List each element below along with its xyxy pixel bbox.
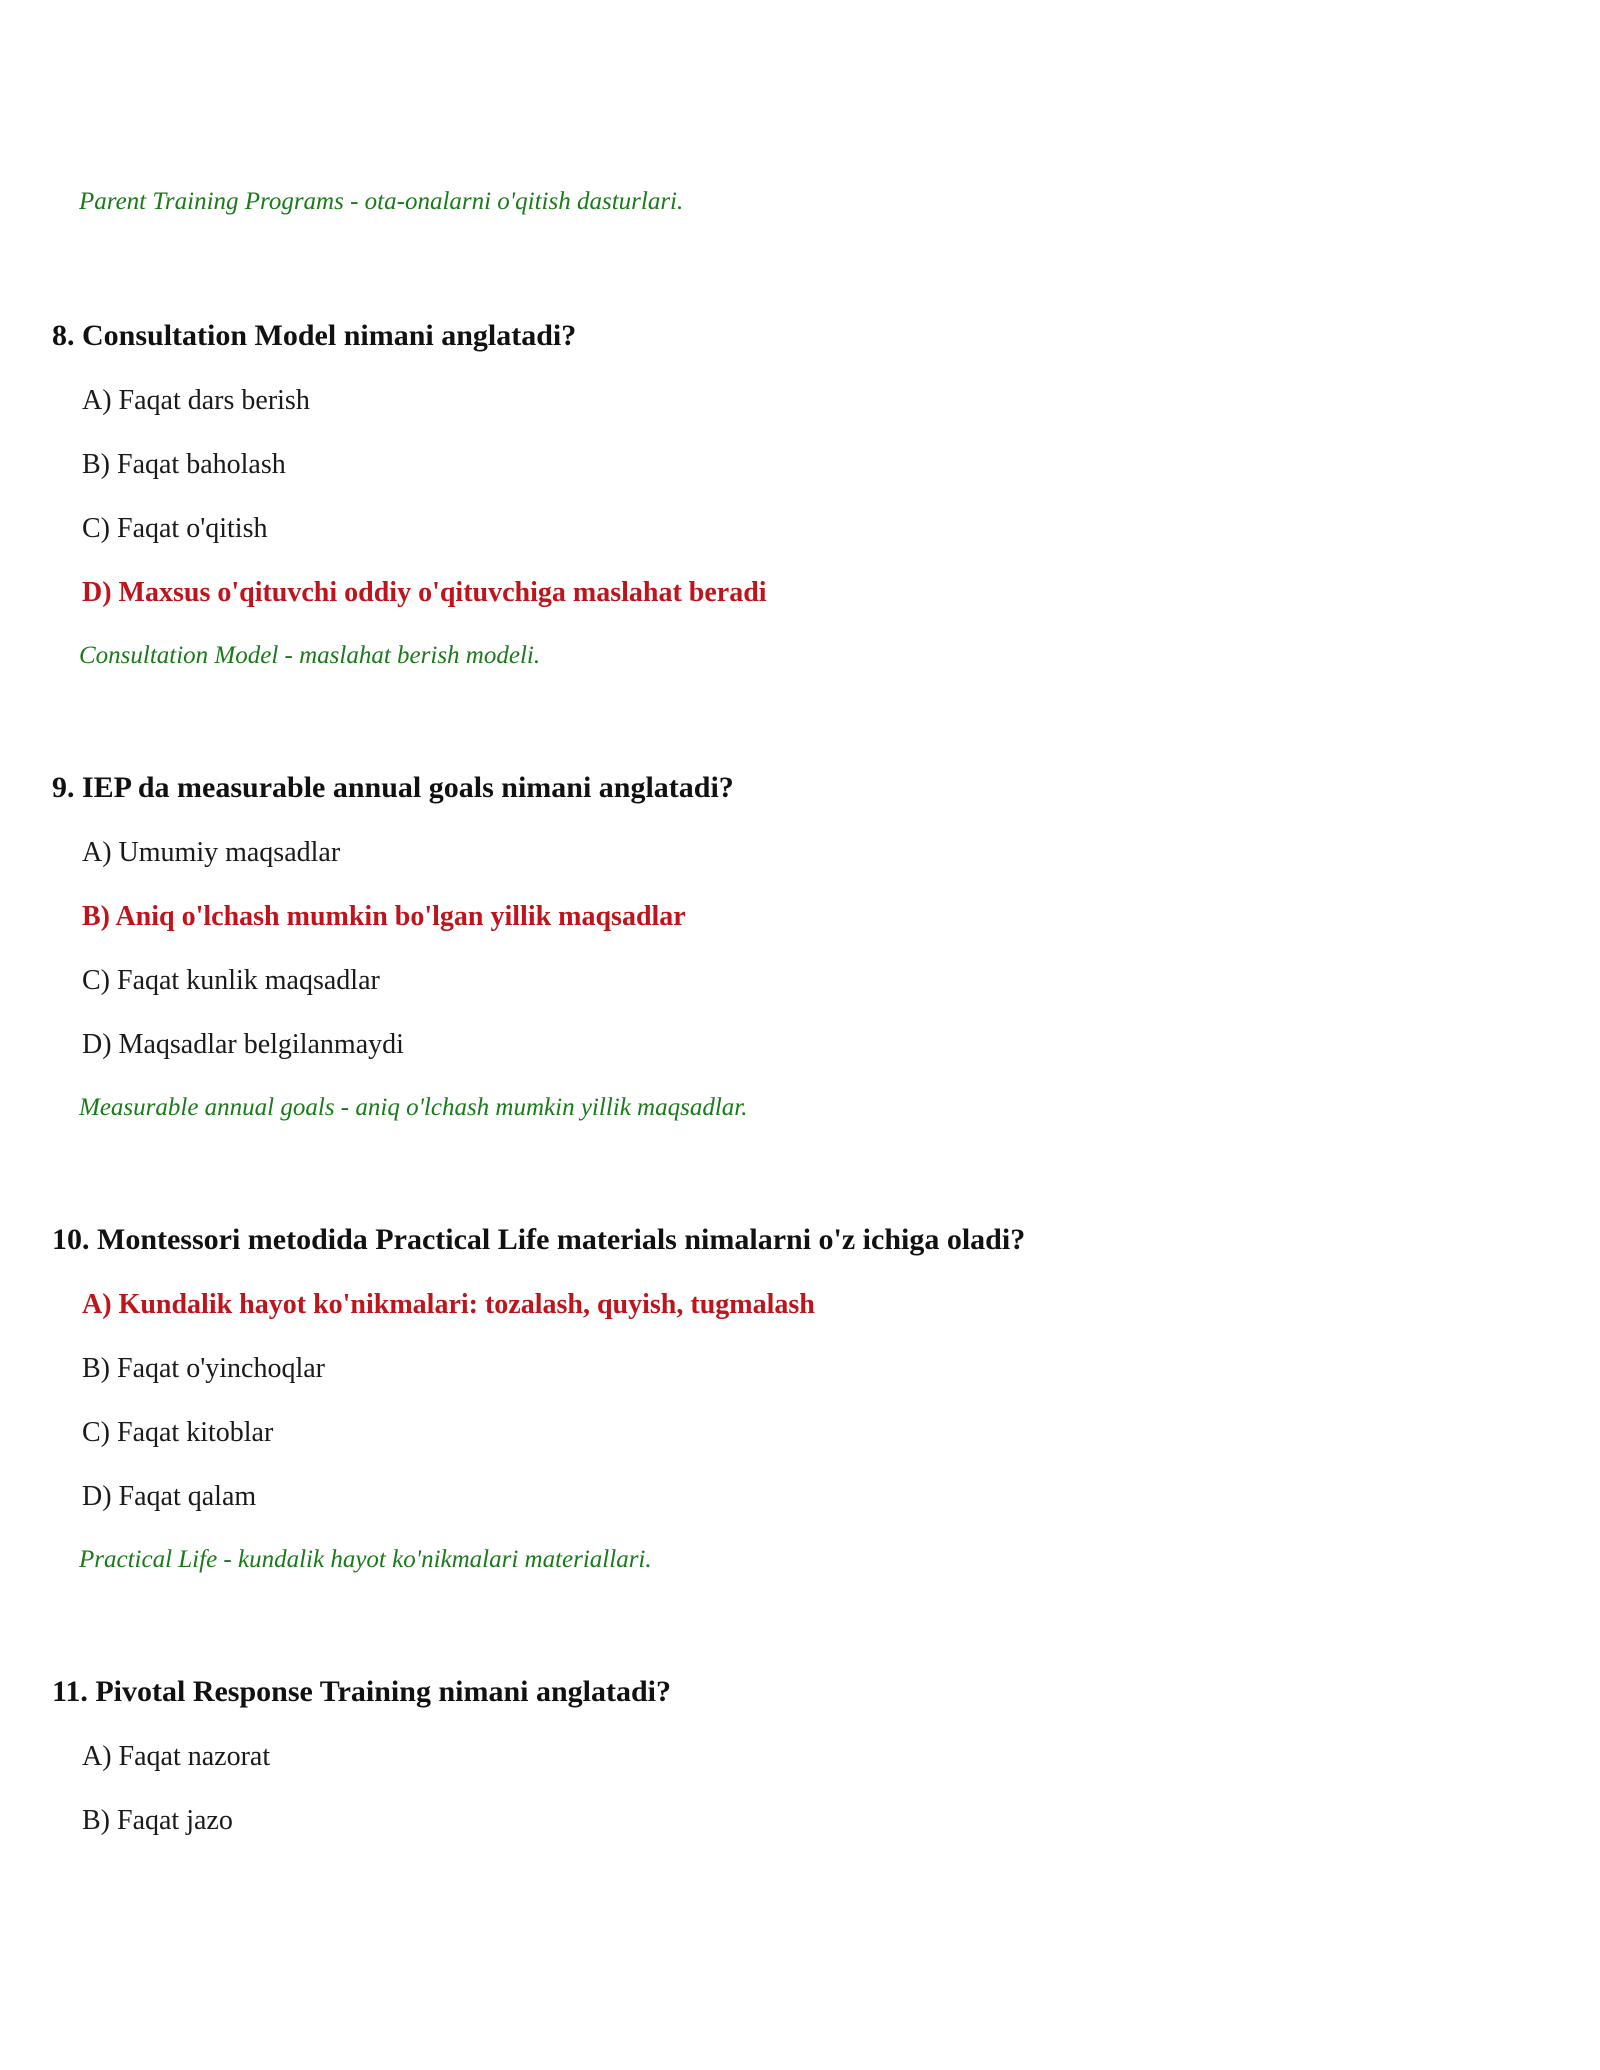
- answer-option: A) Faqat nazorat: [82, 1741, 271, 1772]
- correct-answer-option: A) Kundalik hayot ko'nikmalari: tozalash, quyish, tugmalash: [82, 1289, 815, 1320]
- question-title: 9. IEP da measurable annual goals nimani anglatadi?: [52, 771, 734, 804]
- answer-option: B) Faqat jazo: [82, 1805, 233, 1836]
- question-title: 8. Consultation Model nimani anglatadi?: [52, 319, 577, 352]
- explanation-text: Consultation Model - maslahat berish modeli.: [79, 642, 541, 669]
- question-title: 10. Montessori metodida Practical Life materials nimalarni o'z ichiga oladi?: [52, 1223, 1026, 1256]
- answer-option: A) Umumiy maqsadlar: [82, 837, 341, 868]
- answer-option: A) Faqat dars berish: [82, 385, 310, 416]
- explanation-text: Practical Life - kundalik hayot ko'nikmalari materiallari.: [79, 1546, 652, 1573]
- explanation-text: Parent Training Programs - ota-onalarni o'qitish dasturlari.: [79, 188, 684, 215]
- correct-answer-option: D) Maxsus o'qituvchi oddiy o'qituvchiga maslahat beradi: [82, 577, 767, 608]
- answer-option: B) Faqat baholash: [82, 449, 286, 480]
- answer-option: D) Maqsadlar belgilanmaydi: [82, 1029, 404, 1060]
- correct-answer-option: B) Aniq o'lchash mumkin bo'lgan yillik maqsadlar: [82, 901, 686, 932]
- explanation-text: Measurable annual goals - aniq o'lchash mumkin yillik maqsadlar.: [79, 1094, 748, 1121]
- question-title: 11. Pivotal Response Training nimani anglatadi?: [52, 1675, 671, 1708]
- answer-option: C) Faqat o'qitish: [82, 513, 268, 544]
- answer-option: D) Faqat qalam: [82, 1481, 257, 1512]
- answer-option: B) Faqat o'yinchoqlar: [82, 1353, 325, 1384]
- answer-option: C) Faqat kunlik maqsadlar: [82, 965, 380, 996]
- answer-option: C) Faqat kitoblar: [82, 1417, 274, 1448]
